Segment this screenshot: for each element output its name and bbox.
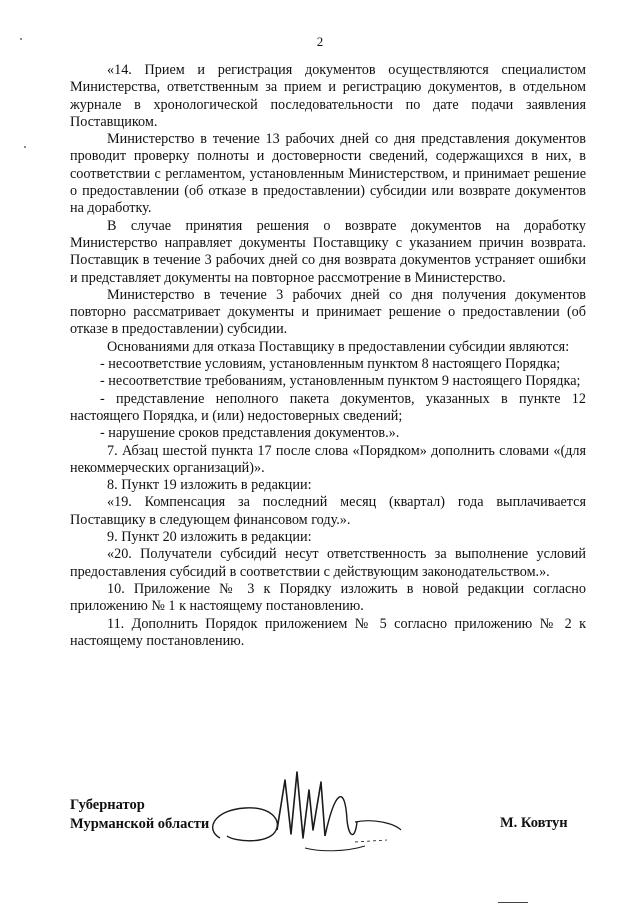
- list-item: - несоответствие условиям, установленным пунктом 8 настоящего Порядка;: [100, 356, 561, 373]
- paragraph: 10. Приложение № 3 к Порядку изложить в новой редакции согласно приложению № 1 к настоящему постановлению.: [70, 580, 586, 615]
- paragraph: «19. Компенсация за последний месяц (квартал) года выплачивается Поставщику в следующем финансовом году.».: [70, 494, 586, 528]
- signatory-title: [70, 796, 209, 834]
- document-body: [70, 62, 586, 650]
- scan-speck: [24, 146, 26, 148]
- paragraph: Министерство в течение 3 рабочих дней со дня получения документов повторно рассматривает документы и принимает решение о предоставлении (об отказе в предоставлении) субсидии.: [70, 286, 586, 338]
- signatory-name: М. Ковтун: [500, 815, 568, 831]
- paragraph: В случае принятия решения о возврате документов на доработку Министерство направляет документы Поставщику с указанием причин возврата. Поставщик в течение 3 рабочих дней со дня возврата документов устраняет ошибки и представляет документы на повторное рассмотрение в Министерство.: [70, 217, 586, 286]
- paragraph: «14. Прием и регистрация документов осуществляются специалистом Министерства, ответственным за прием и регистрацию документов, в отдельном журнале в хронологической последовательности по дате подачи заявления Поставщиком.: [70, 62, 586, 130]
- paragraph: 9. Пункт 20 изложить в редакции:: [107, 529, 312, 546]
- footer-mark: [498, 902, 528, 903]
- paragraph: 7. Абзац шестой пункта 17 после слова «Порядком» дополнить словами «(для некоммерческих организаций)».: [70, 442, 586, 476]
- page-number: 2: [316, 34, 324, 49]
- paragraph: Министерство в течение 13 рабочих дней со дня представления документов проводит проверку полноты и достоверности сведений, содержащихся в них, в соответствии с регламентом, установленным Министерством, и принимает решение о предоставлении (об отказе в предоставлении) субсидии или возврате документов на доработку.: [70, 131, 586, 217]
- signatory-title-line-1: Губернатор: [70, 797, 145, 813]
- list-item: - представление неполного пакета документов, указанных в пункте 12 настоящего Порядка, и (или) недостоверных сведений;: [70, 390, 586, 424]
- paragraph: «20. Получатели субсидий несут ответственность за выполнение условий предоставления субсидий в соответствии с действующим законодательством.».: [70, 546, 586, 580]
- list-item: - несоответствие требованиям, установленным пунктом 9 настоящего Порядка;: [100, 373, 581, 390]
- list-item: - нарушение сроков представления документов.».: [100, 425, 400, 442]
- signatory-title-line-2: Мурманской области: [70, 816, 210, 832]
- paragraph: Основаниями для отказа Поставщику в предоставлении субсидии являются:: [107, 338, 570, 355]
- handwritten-signature: [205, 760, 405, 860]
- paragraph: 8. Пункт 19 изложить в редакции:: [107, 477, 312, 494]
- paragraph: 11. Дополнить Порядок приложением № 5 согласно приложению № 2 к настоящему постановлению.: [70, 615, 586, 649]
